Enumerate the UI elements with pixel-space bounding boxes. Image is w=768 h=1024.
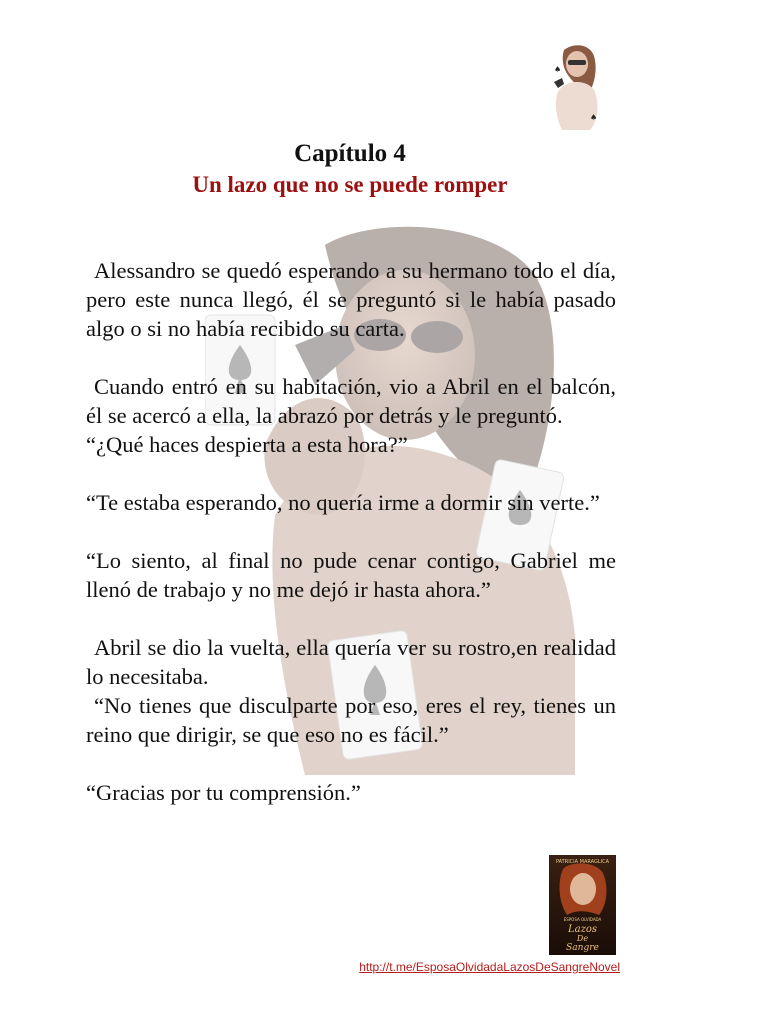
book-series: ESPOSA OLVIDADA	[563, 917, 602, 922]
chapter-title: Capítulo 4	[294, 140, 406, 167]
paragraph: “Te estaba esperando, no quería irme a dormir sin verte.”	[86, 490, 600, 515]
corner-illustration	[550, 42, 602, 132]
telegram-link[interactable]: http://t.me/EsposaOlvidadaLazosDeSangreNovel	[359, 960, 620, 974]
book-title-3: Sangre	[566, 943, 599, 953]
paragraph: “¿Qué haces despierta a esta hora?”	[86, 432, 408, 457]
book-title-2: De	[576, 934, 589, 943]
svg-text:♠: ♠	[590, 113, 598, 122]
paragraph: “Lo siento, al final no pude cenar contigo, Gabriel me llenó de trabajo y no me dejó ir hasta ahora.”	[86, 548, 616, 602]
svg-text:♠: ♠	[554, 65, 562, 74]
paragraph: Cuando entró en su habitación, vio a Abril en el balcón, él se acercó a ella, la abrazó por detrás y le preguntó.	[86, 374, 616, 428]
book-author: PATRICIA MARAGLICA	[555, 859, 610, 865]
paragraph: Abril se dio la vuelta, ella quería ver su rostro,en realidad lo necesitaba.	[86, 635, 616, 689]
book-cover-image	[549, 855, 616, 955]
paragraph: “No tienes que disculparte por eso, eres el rey, tienes un reino que dirigir, se que eso no es fácil.”	[86, 693, 616, 747]
paragraph: “Gracias por tu comprensión.”	[86, 780, 361, 805]
paragraph: Alessandro se quedó esperando a su hermano todo el día, pero este nunca llegó, él se preguntó si le había pasado algo o si no había recibido su carta.	[86, 258, 616, 341]
book-title-1: Lazos	[567, 924, 598, 935]
chapter-body	[86, 256, 616, 807]
chapter-subtitle: Un lazo que no se puede romper	[192, 172, 508, 197]
